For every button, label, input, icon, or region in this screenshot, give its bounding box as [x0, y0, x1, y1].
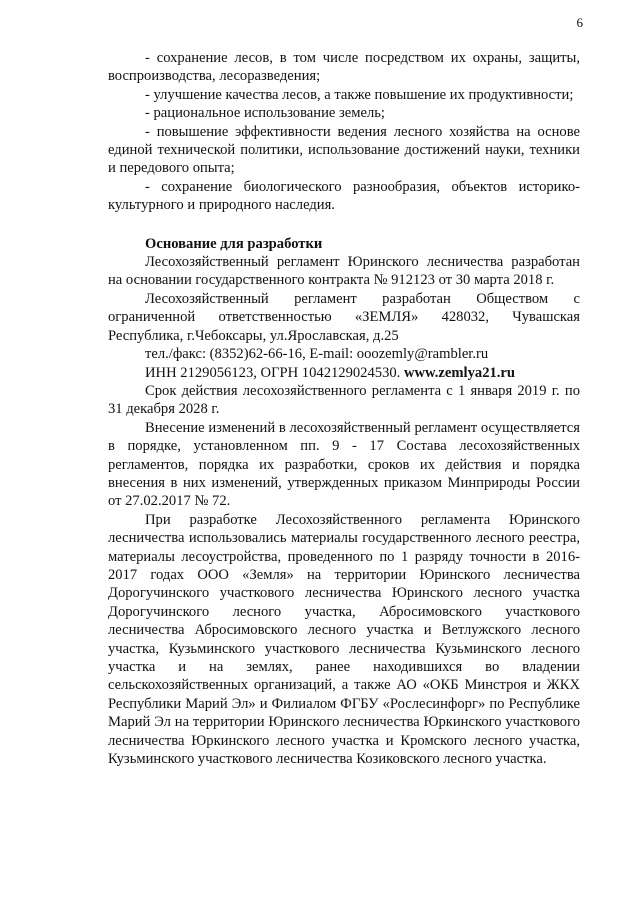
list-item: - улучшение качества лесов, а также повышение их продуктивности;: [145, 86, 574, 103]
list-item: - сохранение биологического разнообразия, объектов историко-культурного и природного наследия.: [108, 178, 580, 214]
contacts-line: тел./факс: (8352)62-66-16, E-mail: ooozemly@rambler.ru: [145, 346, 489, 363]
list-item: - рациональное использование земель;: [145, 105, 385, 122]
amendment-paragraph: Внесение изменений в лесохозяйственный регламент осуществляется в порядке, установленном пп. 9 - 17 Состава лесохозяйственных регламентов, порядка их разработки, сроков их действия и порядка внесения в них изменений, утвержденных приказом Минприроды России от 27.02.2017 № 72.: [108, 419, 580, 510]
developer-paragraph: Лесохозяйственный регламент разработан Обществом с ограниченной ответственностью «ЗЕМЛЯ» 428032, Чувашская Республика, г.Чебоксары, ул.Ярославская, д.25: [108, 290, 580, 344]
page-number: 6: [576, 15, 583, 30]
section-heading: Основание для разработки: [145, 235, 323, 252]
list-item: - повышение эффективности ведения лесного хозяйства на основе единой технической политики, использование достижений науки, техники и передового опыта;: [108, 123, 580, 177]
registration-line: [108, 364, 580, 382]
list-item: - сохранение лесов, в том числе посредством их охраны, защиты, воспроизводства, лесоразведения;: [108, 50, 580, 85]
inn-text: ИНН 2129056123, ОГРН 1042129024530.: [145, 364, 404, 381]
website-link[interactable]: www.zemlya21.ru: [403, 364, 516, 381]
materials-paragraph: При разработке Лесохозяйственного регламента Юринского лесничества использовались материалы государственного лесного реестра, материалы лесоустройства, проведенного по 1 разряду точности в 2016-2017 годах ООО «Земля» на территории Юринского лесничества Дорогучинского участкового лесничества Юринского лесного участка Дорогучинского лесного участка, Абросимовского участкового лесничества Абросимовского лесного участка и Ветлужского лесного участка, Кузьминского участкового лесничества Кузьминского лесного участка и на землях, ранее находившихся во владении сельскохозяйственных организаций, а также АО «ОКБ Минстроя и ЖКХ Республики Марий Эл» и Филиалом ФГБУ «Рослесинфорг» по Республике Марий Эл на территории Юринского лесничества Юркинского участкового лесничества Юркинского лесного участка и Кромского лесного участка, Кузьминского участкового лесничества Козиковского лесного участка.: [108, 511, 580, 768]
document-body: [108, 49, 580, 768]
basis-paragraph: Лесохозяйственный регламент Юринского лесничества разработан на основании государственного контракта № 912123 от 30 марта 2018 г.: [108, 254, 580, 289]
validity-paragraph: Срок действия лесохозяйственного регламента с 1 января 2019 г. по 31 декабря 2028 г.: [108, 382, 580, 418]
